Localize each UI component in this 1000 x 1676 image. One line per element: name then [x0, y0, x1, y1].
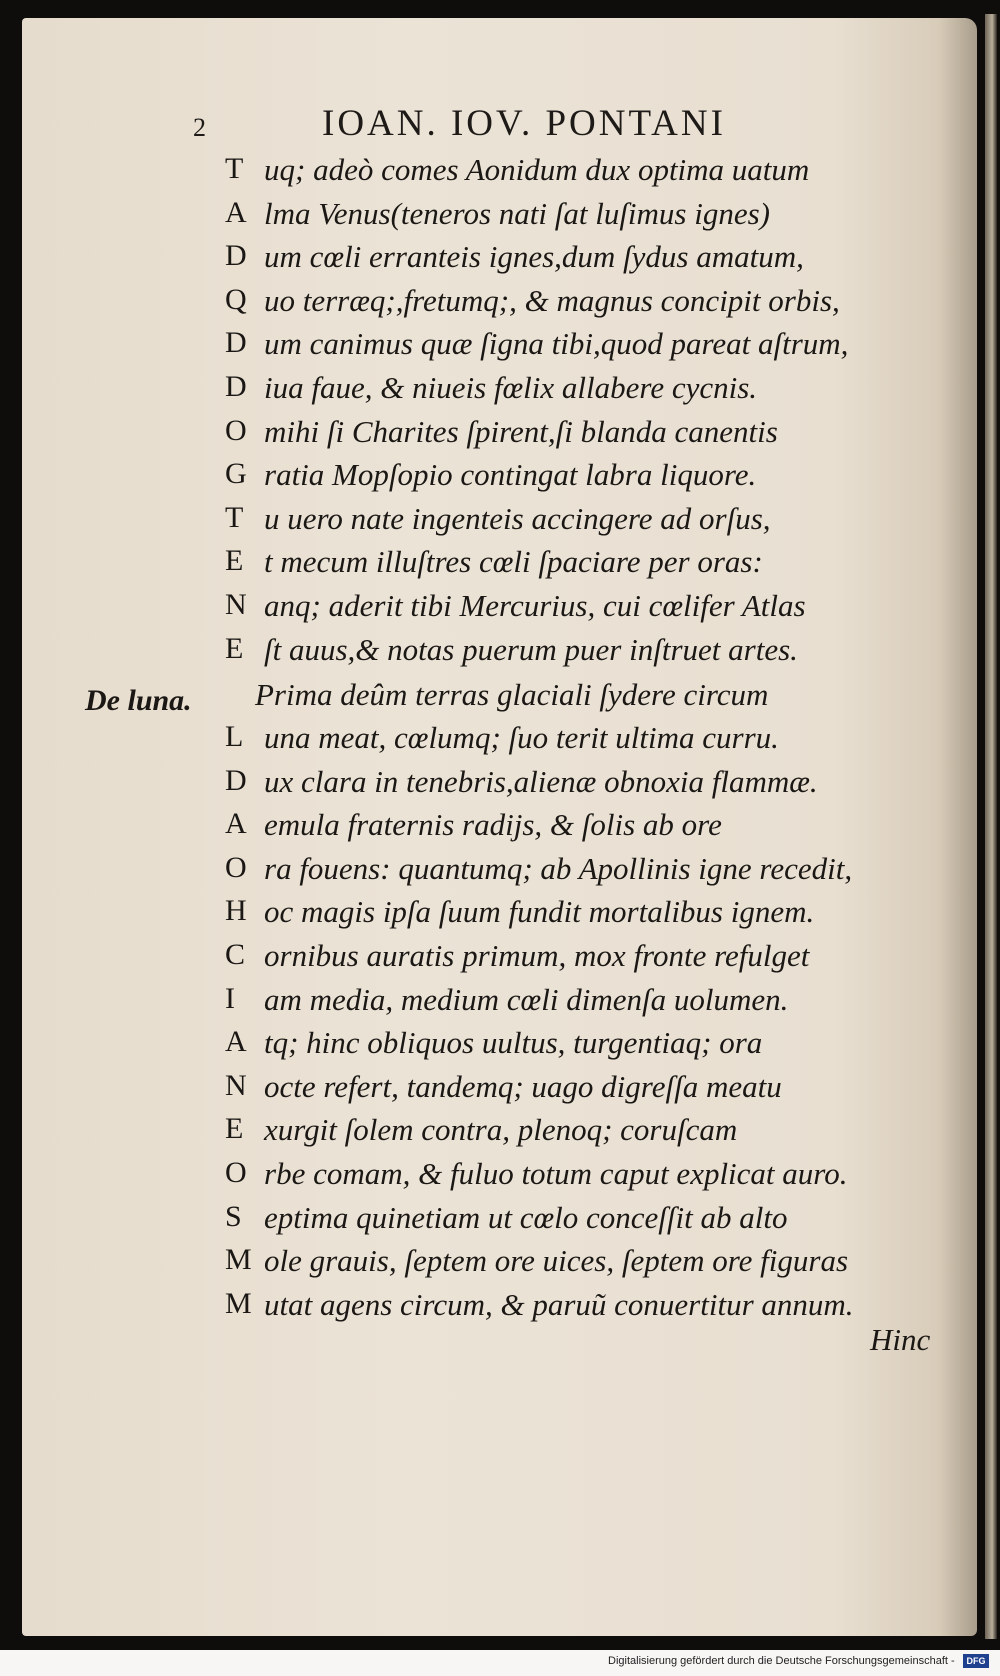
verse-initial: C	[225, 938, 246, 971]
verse-text: mihi ſi Charites ſpirent,ſi blanda canentis	[264, 413, 778, 449]
verse-text: um canimus quæ ſigna tibi,quod pareat aſtrum,	[264, 326, 849, 362]
verse-initial: E	[225, 544, 244, 578]
verse-text: uq; adeò comes Aonidum dux optima uatum	[264, 152, 810, 187]
verse-text: ux clara in tenebris,alienæ obnoxia flammæ.	[264, 763, 818, 799]
verse-text: tq; hinc obliquos uultus, turgentiaq; ora	[264, 1025, 763, 1061]
verse-text: rbe comam, & fuluo totum caput explicat auro.	[264, 1156, 848, 1191]
verse-initial: N	[225, 588, 247, 621]
verse-text: ornibus auratis primum, mox fronte refulget	[264, 938, 810, 973]
verse-initial: L	[225, 720, 244, 753]
verse-text: uo terræq;,fretumq;, & magnus concipit orbis,	[264, 282, 840, 318]
verse-text: t mecum illuſtres cœli ſpaciare per oras:	[264, 544, 763, 580]
verse-text: una meat, cœlumq; ſuo terit ultima curru.	[264, 720, 779, 755]
verse-initial: E	[225, 631, 244, 665]
verse-initial: M	[225, 1286, 252, 1320]
verse-text: eptima quinetiam ut cœlo conceſſit ab alto	[264, 1199, 788, 1235]
verse-text: ole grauis, ſeptem ore uices, ſeptem ore figuras	[264, 1243, 849, 1279]
verse-text: lma Venus(teneros nati ſat luſimus ignes)	[264, 195, 771, 231]
verse-text: utat agens circum, & paruũ conuertitur annum.	[264, 1286, 854, 1322]
verse-initial: Q	[225, 282, 247, 316]
verse-text: u uero nate ingenteis accingere ad orſus,	[264, 500, 771, 536]
page-number: 2	[193, 113, 206, 142]
verse-text: oc magis ipſa ſuum fundit mortalibus ignem.	[264, 894, 815, 930]
verse-initial: I	[225, 981, 235, 1015]
verse-initial: O	[225, 1156, 247, 1189]
verse-text: ra fouens: quantumq; ab Apollinis igne recedit,	[264, 850, 853, 886]
verse-initial: G	[225, 457, 247, 491]
dfg-logo: DFG	[963, 1654, 989, 1668]
verse-text: am media, medium cœli dimenſa uolumen.	[264, 981, 789, 1017]
verse-initial: O	[225, 850, 247, 884]
verse-initial: N	[225, 1068, 247, 1102]
verse-text: iua faue, & niueis fœlix allabere cycnis.	[264, 370, 758, 405]
verse-initial: T	[225, 500, 244, 534]
running-head: IOAN. IOV. PONTANI	[322, 103, 726, 144]
verse-initial: A	[225, 1025, 247, 1059]
verse-initial: H	[225, 894, 247, 928]
verse-initial: O	[225, 413, 247, 447]
verse-initial: A	[225, 807, 247, 841]
page-edge	[985, 14, 997, 1639]
verse-text: ſt auus,& notas puerum puer inſtruet artes.	[264, 631, 798, 667]
verse-text: ratia Mopſopio contingat labra liquore.	[264, 457, 757, 493]
verse-line-indented: Prima deûm terras glaciali ſydere circum	[255, 677, 769, 712]
verse-text: anq; aderit tibi Mercurius, cui cœlifer Atlas	[264, 588, 806, 623]
verse-initial: E	[225, 1112, 244, 1146]
verse-initial: T	[225, 152, 244, 185]
verse-text: xurgit ſolem contra, plenoq; coruſcam	[264, 1112, 738, 1148]
verse-initial: S	[225, 1199, 242, 1233]
margin-note: De luna.	[85, 684, 192, 717]
verse-initial: D	[225, 239, 247, 273]
catchword: Hinc	[870, 1322, 931, 1357]
verse-initial: D	[225, 370, 247, 403]
verse-text: octe refert, tandemq; uago digreſſa meatu	[264, 1068, 782, 1104]
footer-credit: Digitalisierung gefördert durch die Deutsche Forschungsgemeinschaft -	[608, 1655, 955, 1667]
verse-initial: D	[225, 326, 247, 360]
verse-text: um cœli erranteis ignes,dum ſydus amatum,	[264, 239, 804, 275]
verse-initial: A	[225, 195, 247, 229]
verse-text: emula fraternis radijs, & ſolis ab ore	[264, 807, 722, 843]
verse-initial: D	[225, 763, 247, 797]
verse-initial: M	[225, 1243, 252, 1277]
